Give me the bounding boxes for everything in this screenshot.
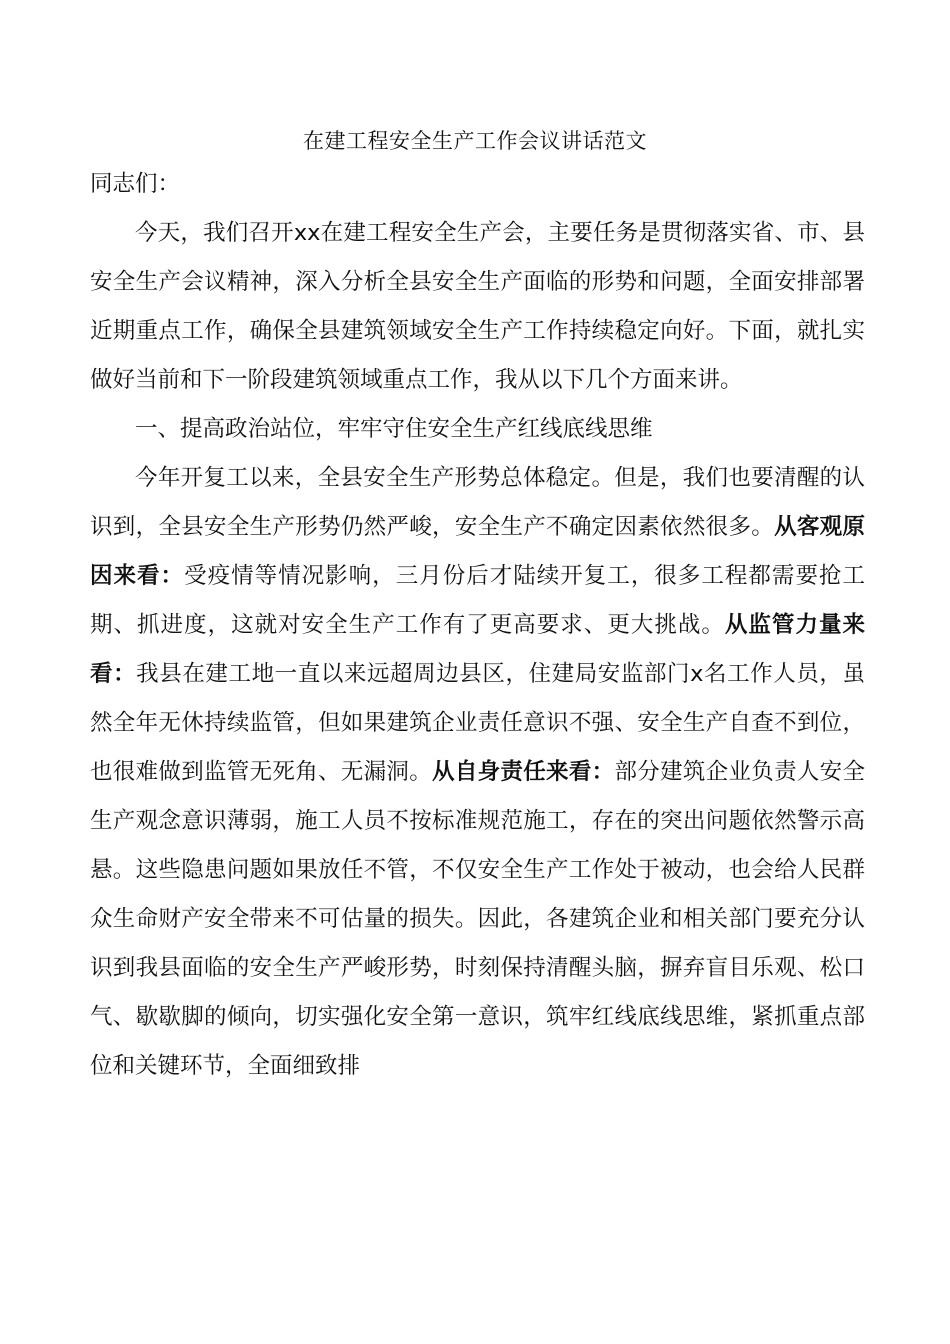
paragraph-text: 我县在建工地一直以来远超周边县区，住建局安监部门x名工作人员，虽然全年无休持续监管，但如果建筑企业责任意识不强、安全生产自查不到位，也很难做到监管无死角、无漏洞。: [90, 661, 865, 785]
salutation: 同志们：: [90, 171, 181, 197]
paragraph-text: 受疫情等情况影响，三月份后才陆续开复工，很多工程都需要抢工期、抓进度，这就对安全生产工作有了更高要求、更大挑战。: [90, 563, 865, 638]
section-heading: 一、提高政治站位，牢牢守住安全生产红线底线思维: [135, 416, 653, 442]
document-title: 在建工程安全生产工作会议讲话范文: [303, 129, 647, 153]
body-paragraph: [90, 454, 865, 1091]
bold-lead-in-supervision: 从监管力量来看：: [90, 612, 865, 687]
paragraph-text: 部分建筑企业负责人安全生产观念意识薄弱，施工人员不按标准规范施工，存在的突出问题依然警示高悬。这些隐患问题如果放任不管，不仅安全生产工作处于被动，也会给人民群众生命财产安全带来不可估量的损失。因此，各建筑企业和相关部门要充分认识到我县面临的安全生产严峻形势，时刻保持清醒头脑，摒弃盲目乐观、松口气、歇歇脚的倾向，切实强化安全第一意识，筑牢红线底线思维，紧抓重点部位和关键环节，全面细致排: [90, 759, 865, 1079]
document-body: [90, 160, 865, 1091]
paragraph-text: 今年开复工以来，全县安全生产形势总体稳定。但是，我们也要清醒的认识到，全县安全生产形势仍然严峻，安全生产不确定因素依然很多。: [90, 465, 865, 540]
bold-lead-in-objective: 从客观原因来看：: [90, 514, 865, 589]
intro-paragraph: 今天，我们召开xx在建工程安全生产会，主要任务是贯彻落实省、市、县安全生产会议精神，深入分析全县安全生产面临的形势和问题，全面安排部署近期重点工作，确保全县建筑领域安全生产工作持续稳定向好。下面，就扎实做好当前和下一阶段建筑领域重点工作，我从以下几个方面来讲。: [90, 220, 865, 393]
bold-lead-in-responsibility: 从自身责任来看：: [432, 759, 615, 785]
